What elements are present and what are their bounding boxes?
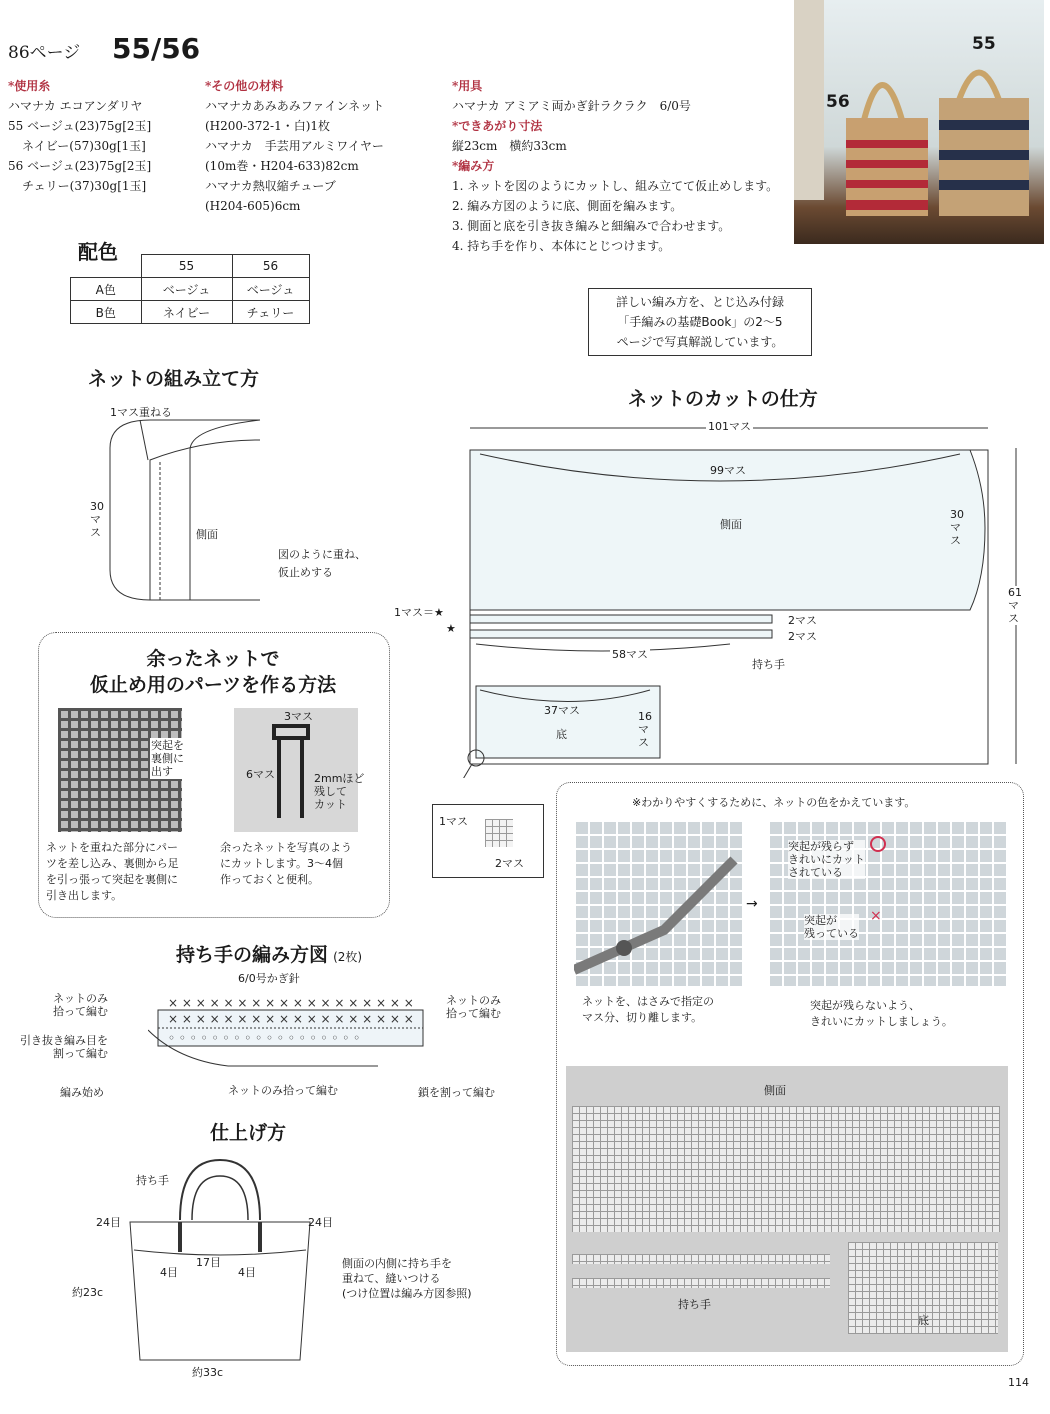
cut-one-mesh-label: 1マス＝★ (394, 606, 444, 619)
photo-side-label: 側面 (764, 1084, 786, 1097)
photos-caption-1 (582, 994, 714, 1026)
finish-height: 約23c (72, 1286, 104, 1299)
handle-chart-title: 持ち手の編み方図 (176, 944, 329, 966)
finish-handle-label: 持ち手 (136, 1174, 169, 1187)
finish-note-line: 重ねて、縫いつける (342, 1272, 441, 1285)
label-line: ネットのみ (446, 994, 501, 1007)
cut-strip-height-2: 2マス (788, 630, 817, 643)
parts-caption-2 (220, 840, 385, 888)
zoom-one-mesh: 1マス (439, 815, 468, 828)
assembly-note (278, 546, 366, 582)
handle-right-1 (446, 994, 501, 1020)
cut-bottom-label: 底 (556, 728, 567, 741)
cut-note-line: カット (314, 798, 347, 811)
color-row-name: A色 (71, 278, 142, 301)
assembly-side-label: 側面 (196, 528, 218, 541)
yarn-line: ハマナカ エコアンダリヤ (8, 99, 143, 113)
yarn-line: 55 ベージュ(23)75g[2玉] (8, 119, 152, 133)
handle-left-1 (52, 992, 108, 1018)
svg-text:◦ ◦ ◦ ◦ ◦ ◦ ◦ ◦ ◦ ◦ ◦ ◦ ◦ ◦ ◦: ◦ ◦ ◦ ◦ ◦ ◦ ◦ ◦ ◦ ◦ ◦ ◦ ◦ ◦ ◦ ◦ ◦ ◦ (168, 1031, 361, 1045)
zoom-two-mesh: 2マス (495, 857, 524, 870)
scissors-illustration (574, 820, 744, 986)
parts-caption-1 (46, 840, 216, 904)
label-line: 引き抜き編み目を (20, 1034, 108, 1047)
parts-6mesh: 6マス (246, 768, 275, 781)
zoom-grid (485, 819, 513, 847)
yarn-line: 56 ベージュ(23)75g[2玉] (8, 159, 152, 173)
label-line: ネットのみ (53, 992, 108, 1005)
notice-line: 「手編みの基礎Book」の2〜5 (617, 315, 783, 329)
notice-box (588, 288, 812, 356)
caption-line: ネットを重ねた部分にパー (46, 841, 178, 854)
color-table (70, 254, 310, 324)
cut-handle-label: 持ち手 (752, 658, 785, 671)
assembly-title: ネットの組み立て方 (88, 368, 260, 390)
caption-line: 突起が残らないよう、 (810, 999, 920, 1012)
zoom-box (432, 804, 544, 878)
materials-title: *その他の材料 (205, 79, 284, 93)
color-cell: チェリー (232, 301, 309, 324)
cut-side-height-label: 30マス (950, 508, 964, 547)
good-cut-label (788, 840, 865, 879)
method-step: 4. 持ち手を作り、本体にとじつけます。 (452, 239, 671, 253)
materials-line: (H200-372-1・白)1枚 (205, 119, 331, 133)
yarn-line: チェリー(37)30g[1玉] (22, 179, 147, 193)
cut-side-width-label: 99マス (710, 464, 746, 477)
color-row-name: B色 (71, 301, 142, 324)
good-line: 突起が残らず (788, 840, 854, 853)
handle-bottom-mid: ネットのみ拾って編む (228, 1084, 338, 1097)
label-line: 拾って編む (53, 1005, 108, 1018)
parts-title-line: 余ったネットで (146, 648, 280, 670)
bad-cut-label (804, 914, 859, 940)
good-line: きれいにカット (788, 853, 865, 866)
handle-left-2 (18, 1034, 108, 1060)
star-marker: ★ (446, 622, 456, 635)
assembly-diagram (90, 400, 270, 620)
cut-total-height-label: 61マス (1008, 586, 1022, 625)
parts-photo-1-label (150, 738, 185, 779)
yarn-title: *使用糸 (8, 79, 51, 93)
photo-label-56: 56 (826, 92, 850, 112)
assembly-note-line: 仮止めする (278, 566, 333, 579)
photo-handle-label: 持ち手 (678, 1298, 711, 1311)
cut-note-line: 2mmほど (314, 772, 365, 785)
good-circle-icon (870, 836, 886, 852)
photos-note: ※わかりやすくするために、ネットの色をかえています。 (632, 796, 916, 809)
tools-text: ハマナカ アミアミ両かぎ針ラクラク 6/0号 (452, 99, 691, 113)
finish-left-4: 4目 (160, 1266, 178, 1279)
bags-illustration (794, 0, 1044, 244)
product-photo (794, 0, 1044, 244)
cut-width-label: 101マス (708, 420, 751, 433)
scissors-photo (574, 820, 744, 986)
handle-chart (148, 990, 438, 1070)
cut-note-line: 残して (314, 785, 347, 798)
color-table-head: 55 (141, 255, 232, 278)
method-step: 2. 編み方図のように底、側面を編みます。 (452, 199, 683, 213)
photo-label-line: 出す (151, 765, 173, 778)
color-cell: ベージュ (232, 278, 309, 301)
caption-line: を引っ張って突起を裏側に (46, 873, 178, 886)
materials-line: ハマナカ 手芸用アルミワイヤー (205, 139, 384, 153)
cut-bottom-width: 37マス (544, 704, 580, 717)
caption-line: 余ったネットを写真のよう (220, 841, 352, 854)
color-table-title: 配色 (78, 240, 118, 264)
size-text: 縦23cm 横約33cm (452, 139, 567, 153)
assembly-note-line: 図のように重ね、 (278, 548, 366, 561)
finish-width: 約33c (192, 1366, 224, 1379)
side-net (572, 1106, 1000, 1232)
finish-note-line: 側面の内側に持ち手を (342, 1257, 452, 1270)
cut-side-label: 側面 (720, 518, 742, 531)
tools-title: *用具 (452, 79, 483, 93)
handle-net (572, 1278, 830, 1288)
pattern-number: 55/56 (112, 32, 201, 65)
size-title: *できあがり寸法 (452, 119, 543, 133)
notice-line: 詳しい編み方を、とじ込み付録 (615, 295, 784, 309)
notice-line: ページで写真解説しています。 (616, 335, 784, 349)
caption-line: マス分、切り離します。 (582, 1011, 703, 1024)
hook-size: 6/0号かぎ針 (238, 972, 300, 985)
photo-bottom-label: 底 (918, 1314, 929, 1327)
page-reference: 86ページ (8, 43, 81, 63)
color-table-head: 56 (232, 255, 309, 278)
materials-line: ハマナカ熱収縮チューブ (205, 179, 336, 193)
cut-bottom-height: 16マス (638, 710, 652, 749)
finish-right-24: 24目 (308, 1216, 333, 1229)
svg-text:× × × × × × × × × × × × × × ×: × × × × × × × × × × × × × × × × × × (168, 996, 414, 1010)
cut-parts-photo (566, 1066, 1008, 1352)
label-line: 割って編む (53, 1047, 108, 1060)
handle-start: 編み始め (60, 1086, 104, 1099)
method-step: 1. ネットを図のようにカットし、組み立てて仮止めします。 (452, 179, 779, 193)
parts-title-line: 仮止め用のパーツを作る方法 (89, 674, 337, 696)
materials-line: (10m巻・H204-633)82cm (205, 159, 359, 173)
parts-cut-note (314, 772, 364, 811)
cut-strip-height: 2マス (788, 614, 817, 627)
finish-note-line: (つけ位置は編み方図参照) (342, 1287, 472, 1300)
photo-label-line: 突起を (151, 739, 184, 752)
caption-line: 作っておくと便利。 (220, 873, 319, 886)
bad-line: 突起が (804, 914, 837, 927)
materials-section (205, 76, 445, 216)
photo-label-line: 裏側に (151, 752, 184, 765)
caption-line: 引き出します。 (46, 889, 123, 902)
arrow-icon: → (746, 896, 758, 912)
bad-line: 残っている (804, 927, 859, 940)
svg-text:× × × × × × × × × × × × × × ×: × × × × × × × × × × × × × × × × × × (168, 1012, 414, 1026)
finish-mid-17: 17目 (196, 1256, 221, 1269)
caption-line: にカットします。3〜4個 (220, 857, 344, 870)
page-number: 114 (1008, 1376, 1029, 1389)
tools-section (452, 76, 792, 256)
photo-label-55: 55 (972, 34, 996, 54)
overlap-label: 1マス重ねる (110, 406, 172, 419)
parts-title (38, 646, 388, 698)
bad-cross-icon: × (870, 908, 882, 924)
finish-left-24: 24目 (96, 1216, 121, 1229)
parts-3mesh: 3マス (284, 710, 313, 723)
handle-chart-count: (2枚) (333, 950, 363, 964)
method-title: *編み方 (452, 159, 495, 173)
color-cell: ベージュ (141, 278, 232, 301)
handle-chart-heading (176, 940, 362, 967)
height-label: 30マス (90, 500, 104, 539)
handle-net (572, 1254, 830, 1264)
handle-right-2: 鎖を割って編む (418, 1086, 495, 1099)
method-step: 3. 側面と底を引き抜き編みと細編みで合わせます。 (452, 219, 731, 233)
cut-strip-width: 58マス (612, 648, 648, 661)
photos-caption-2 (810, 998, 953, 1030)
materials-line: ハマナカあみあみファインネット (205, 99, 385, 113)
yarn-section (8, 76, 198, 196)
finish-title: 仕上げ方 (210, 1122, 287, 1144)
yarn-line: ネイビー(57)30g[1玉] (22, 139, 146, 153)
color-cell: ネイビー (141, 301, 232, 324)
finish-note (342, 1256, 472, 1301)
cut-title: ネットのカットの仕方 (628, 388, 818, 410)
label-line: 拾って編む (446, 1007, 501, 1020)
good-line: されている (788, 866, 843, 879)
materials-line: (H204-605)6cm (205, 199, 301, 213)
finish-right-4: 4目 (238, 1266, 256, 1279)
caption-line: ネットを、はさみで指定の (582, 995, 714, 1008)
caption-line: きれいにカットしましょう。 (810, 1015, 953, 1028)
caption-line: ツを差し込み、裏側から足 (46, 857, 179, 870)
